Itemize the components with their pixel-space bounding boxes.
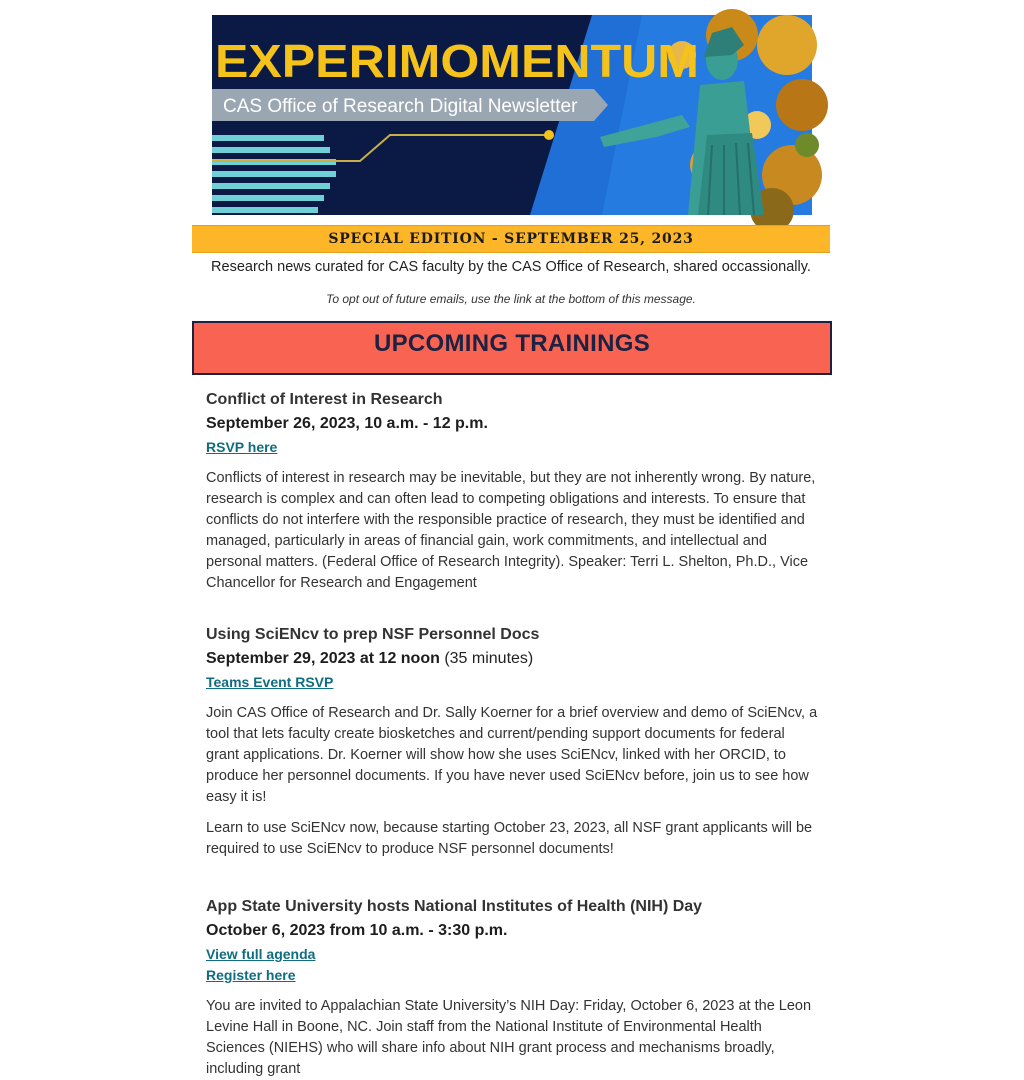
register-link[interactable]: Register here bbox=[206, 967, 296, 983]
circuit-dot bbox=[544, 130, 554, 140]
event-date: September 26, 2023, 10 a.m. - 12 p.m. bbox=[206, 415, 488, 432]
intro-text: Research news curated for CAS faculty by the CAS Office of Research, shared occassionally. bbox=[211, 259, 811, 275]
event-date: October 6, 2023 from 10 a.m. - 3:30 p.m. bbox=[206, 922, 508, 939]
newsletter-banner bbox=[212, 15, 812, 215]
event-conflict-of-interest bbox=[206, 389, 820, 594]
event-description-note: Learn to use SciENcv now, because starting October 23, 2023, all NSF grant applicants will be required to use SciENcv to produce NSF personnel documents! bbox=[206, 820, 813, 857]
banner-graphic bbox=[212, 15, 812, 215]
banner-title: EXPERIMOMENTUM bbox=[215, 35, 699, 87]
event-sciencv bbox=[206, 624, 820, 860]
rsvp-link[interactable]: RSVP here bbox=[206, 439, 278, 455]
section-title: UPCOMING TRAININGS bbox=[373, 330, 651, 357]
event-date: September 29, 2023 at 12 noon (35 minutes) bbox=[206, 650, 534, 667]
event-description: You are invited to Appalachian State University’s NIH Day: Friday, October 6, 2023 at the Leon Levine Hall in Boone, NC. Join staff from the National Institute of Environmental Health Sciences (NIEHS) who will share info about NIH grant process and mechanisms broadly, including grant bbox=[206, 998, 812, 1077]
edition-label: SPECIAL EDITION - SEPTEMBER 25, 2023 bbox=[328, 231, 694, 247]
view-agenda-link[interactable]: View full agenda bbox=[206, 946, 316, 962]
edition-bar bbox=[192, 225, 830, 253]
event-title: App State University hosts National Institutes of Health (NIH) Day bbox=[206, 898, 703, 915]
optout-note: To opt out of future emails, use the link at the bottom of this message. bbox=[326, 292, 696, 306]
event-duration: (35 minutes) bbox=[444, 650, 534, 667]
event-description: Conflicts of interest in research may be inevitable, but they are not inherently wrong. By nature, research is complex and can often lead to competing obligations and interests. To ensure that conflicts do not interfere with the responsible practice of research, they must be identified and managed, particularly in areas of financial gain, work commitments, and intellectual and personal matters. (Federal Office of Research Integrity). Speaker: Terri L. Shelton, Ph.D., Vice Chancellor for Research and Engagement bbox=[206, 470, 816, 591]
teams-rsvp-link[interactable]: Teams Event RSVP bbox=[206, 674, 334, 690]
event-title: Conflict of Interest in Research bbox=[206, 391, 443, 408]
event-description: Join CAS Office of Research and Dr. Sally Koerner for a brief overview and demo of SciENcv, a tool that lets faculty create biosketches and current/pending support documents for federal grant applications. Dr. Koerner will show how she uses SciENcv, linked with her ORCID, to produce her personnel documents. If you have never used SciENcv before, join us to see how easy it is! bbox=[206, 705, 818, 805]
events-list bbox=[206, 389, 820, 1080]
section-header-trainings bbox=[192, 321, 832, 375]
event-nih-day bbox=[206, 896, 820, 1080]
banner-subtitle: CAS Office of Research Digital Newsletter bbox=[223, 96, 578, 117]
event-title: Using SciENcv to prep NSF Personnel Docs bbox=[206, 626, 540, 643]
